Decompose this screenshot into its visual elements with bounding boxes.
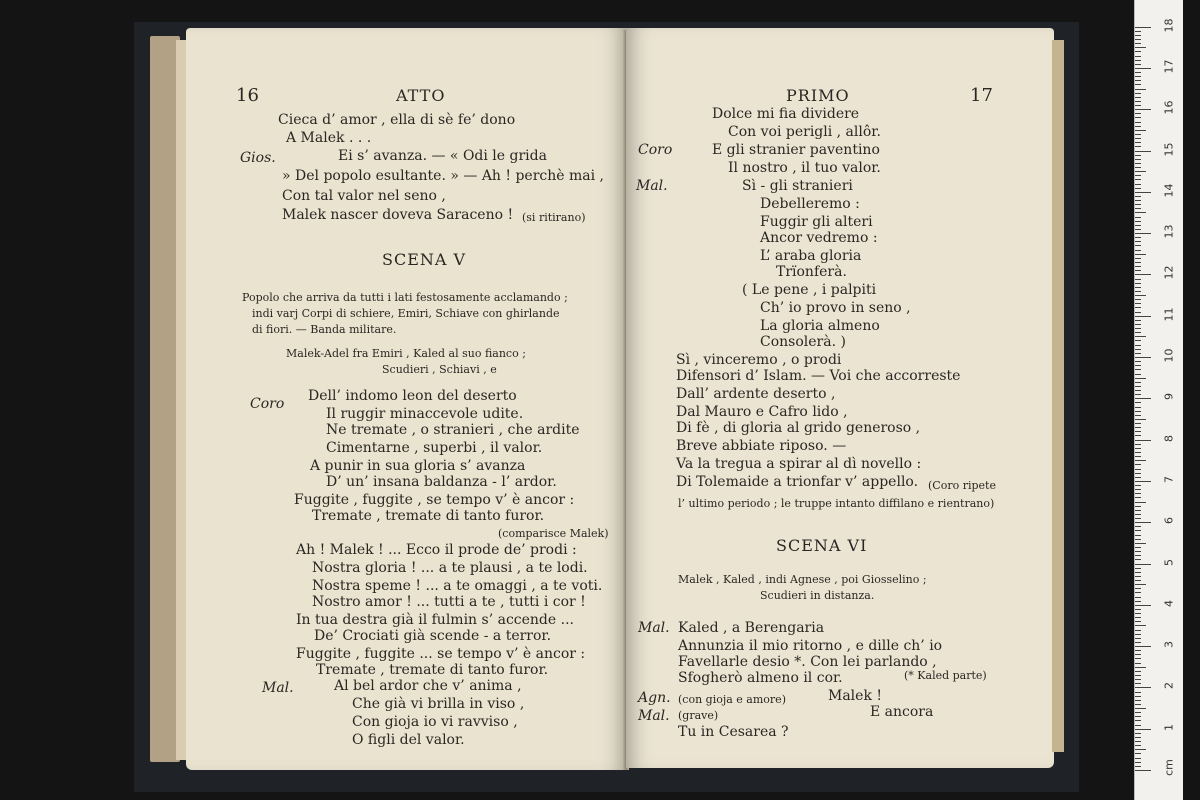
ruler-tick — [1135, 502, 1146, 503]
ruler-tick — [1135, 473, 1141, 474]
ruler-tick — [1135, 398, 1151, 399]
ruler-label: 2 — [1162, 682, 1176, 690]
ruler-tick — [1135, 93, 1141, 94]
verse-line: Con tal valor nel seno , — [282, 188, 446, 204]
ruler-tick — [1135, 390, 1141, 391]
verse-line: Ne tremate , o stranieri , che ardite — [326, 422, 580, 438]
ruler-tick — [1135, 184, 1141, 185]
verse-line: D’ un’ insana baldanza - l’ ardor. — [326, 474, 557, 490]
ruler-tick — [1135, 679, 1141, 680]
ruler-tick — [1135, 530, 1141, 531]
ruler-tick — [1135, 588, 1141, 589]
verse-line: Di fè , di gloria al grido generoso , — [676, 420, 921, 436]
verse-line: Fuggir gli alteri — [760, 214, 873, 230]
ruler-label: 13 — [1162, 224, 1176, 239]
ruler-tick — [1135, 250, 1141, 251]
ruler-label: 3 — [1162, 641, 1176, 649]
stage-direction: l’ ultimo periodo ; le truppe intanto diffilano e rientrano) — [678, 497, 995, 510]
ruler-tick — [1135, 597, 1141, 598]
ruler-tick — [1135, 650, 1141, 651]
ruler-tick — [1135, 374, 1141, 375]
ruler-tick — [1135, 328, 1141, 329]
verse-line: Kaled , a Berengaria — [678, 620, 825, 636]
ruler-tick — [1135, 175, 1141, 176]
ruler-tick — [1135, 146, 1141, 147]
ruler-tick — [1135, 295, 1146, 296]
ruler-tick — [1135, 580, 1141, 581]
ruler-tick — [1135, 411, 1141, 412]
ruler-tick — [1135, 749, 1146, 750]
ruler-tick — [1135, 80, 1141, 81]
ruler-tick — [1135, 254, 1146, 255]
ruler-label: 7 — [1162, 475, 1176, 483]
cast-list: Malek-Adel fra Emiri , Kaled al suo fianco ; — [286, 347, 526, 360]
ruler-tick — [1135, 64, 1141, 65]
ruler-tick — [1135, 221, 1141, 222]
ruler-tick — [1135, 572, 1141, 573]
ruler-tick — [1135, 700, 1141, 701]
ruler-tick — [1135, 497, 1141, 498]
ruler-tick — [1135, 122, 1141, 123]
ruler-tick — [1135, 543, 1146, 544]
verse-line: Cimentarne , superbi , il valor. — [326, 440, 543, 456]
ruler-tick — [1135, 357, 1151, 358]
verse-line: Consolerà. ) — [760, 334, 846, 350]
ruler-tick — [1135, 696, 1141, 697]
speaker: Mal. — [636, 178, 668, 194]
ruler-tick — [1135, 741, 1141, 742]
ruler-tick — [1135, 423, 1141, 424]
ruler-tick — [1135, 258, 1141, 259]
verse-line: Dall’ ardente deserto , — [676, 386, 836, 402]
verse-line: Nostra speme ! ... a te omaggi , a te voti. — [312, 578, 603, 594]
ruler-tick — [1135, 708, 1146, 709]
ruler-tick — [1135, 510, 1141, 511]
ruler-tick — [1135, 126, 1141, 127]
speaker: Agn. — [638, 690, 671, 706]
verse-line: E ancora — [870, 704, 934, 720]
ruler-tick — [1135, 452, 1141, 453]
ruler-tick — [1135, 196, 1141, 197]
verse-line: Sì - gli stranieri — [742, 178, 853, 194]
ruler-tick — [1135, 440, 1151, 441]
verse-line: Di Tolemaide a trionfar v’ appello. — [676, 474, 919, 490]
verse-line: Che già vi brilla in viso , — [352, 696, 525, 712]
stage-direction: (comparisce Malek) — [498, 527, 609, 540]
ruler-tick — [1135, 200, 1141, 201]
ruler-tick — [1135, 155, 1141, 156]
ruler-tick — [1135, 617, 1141, 618]
ruler-tick — [1135, 576, 1141, 577]
ruler-tick — [1135, 84, 1141, 85]
scene-title: SCENA V — [382, 250, 467, 269]
ruler-tick — [1135, 431, 1141, 432]
stage-direction: (Coro ripete — [928, 479, 996, 492]
ruler-tick — [1135, 316, 1151, 317]
ruler-tick — [1135, 332, 1141, 333]
ruler-tick — [1135, 564, 1151, 565]
ruler-tick — [1135, 646, 1151, 647]
ruler-tick — [1135, 171, 1146, 172]
ruler-tick — [1135, 460, 1146, 461]
ruler-tick — [1135, 535, 1141, 536]
ruler-label: 9 — [1162, 393, 1176, 401]
ruler-label: 6 — [1162, 517, 1176, 525]
ruler-tick — [1135, 188, 1141, 189]
verse-line: Favellarle desio *. Con lei parlando , — [678, 654, 937, 670]
ruler-tick — [1135, 361, 1141, 362]
ruler-label: 1 — [1162, 723, 1176, 731]
ruler-tick — [1135, 233, 1151, 234]
ruler-tick — [1135, 68, 1151, 69]
ruler-tick — [1135, 539, 1141, 540]
ruler-tick — [1135, 39, 1141, 40]
ruler-tick — [1135, 217, 1141, 218]
ruler-tick — [1135, 658, 1141, 659]
ruler-tick — [1135, 312, 1141, 313]
ruler-tick — [1135, 72, 1141, 73]
ruler-label: 4 — [1162, 599, 1176, 607]
ruler-tick — [1135, 56, 1141, 57]
verse-line: Nostra gloria ! ... a te plausi , a te lodi. — [312, 560, 588, 576]
ruler-tick — [1135, 349, 1141, 350]
scene-description: indi varj Corpi di schiere, Emiri, Schiave con ghirlande — [252, 307, 560, 320]
ruler-tick — [1135, 76, 1141, 77]
ruler-tick — [1135, 303, 1141, 304]
ruler-tick — [1135, 241, 1141, 242]
ruler-tick — [1135, 353, 1141, 354]
ruler-tick — [1135, 192, 1151, 193]
verse-line: Va la tregua a spirar al dì novello : — [676, 456, 922, 472]
verse-line: Il nostro , il tuo valor. — [728, 160, 881, 176]
ruler-tick — [1135, 262, 1141, 263]
ruler-label: 14 — [1162, 183, 1176, 198]
ruler-tick — [1135, 266, 1141, 267]
ruler-tick — [1135, 733, 1141, 734]
ruler-tick — [1135, 134, 1141, 135]
ruler-tick — [1135, 101, 1141, 102]
ruler-label: 16 — [1162, 100, 1176, 115]
ruler-label: 11 — [1162, 307, 1176, 322]
ruler-tick — [1135, 345, 1141, 346]
verse-line: Ancor vedremo : — [760, 230, 878, 246]
ruler-tick — [1135, 601, 1141, 602]
ruler-tick — [1135, 378, 1146, 379]
verse-line: A punir in sua gloria s’ avanza — [310, 458, 526, 474]
scene-description: Popolo che arriva da tutti i lati festosamente acclamando ; — [242, 291, 568, 304]
verse-line: Al bel ardor che v’ anima , — [334, 678, 522, 694]
running-header: ATTO — [396, 86, 446, 105]
verse-line: Debelleremo : — [760, 196, 860, 212]
ruler-tick — [1135, 245, 1141, 246]
ruler-tick — [1135, 35, 1141, 36]
ruler-tick — [1135, 291, 1141, 292]
verse-line: Tu in Cesarea ? — [678, 724, 789, 740]
verse-line: Breve abbiate riposo. — — [676, 438, 847, 454]
verse-line: Dell’ indomo leon del deserto — [308, 388, 517, 404]
cast-list: Malek , Kaled , indi Agnese , poi Giosselino ; — [678, 573, 927, 586]
verse-line: Difensori d’ Islam. — Voi che accorreste — [676, 368, 961, 384]
ruler-tick — [1135, 163, 1141, 164]
ruler-tick — [1135, 43, 1141, 44]
ruler-tick — [1135, 179, 1141, 180]
ruler-tick — [1135, 279, 1141, 280]
ruler-label: 5 — [1162, 558, 1176, 566]
ruler-tick — [1135, 568, 1141, 569]
ruler-tick — [1135, 526, 1141, 527]
verse-line: E gli stranier paventino — [712, 142, 880, 158]
cast-list: Scudieri in distanza. — [760, 589, 875, 602]
ruler-tick — [1135, 555, 1141, 556]
cast-list: Scudieri , Schiavi , e — [382, 363, 497, 376]
ruler-tick — [1135, 47, 1146, 48]
ruler-tick — [1135, 113, 1141, 114]
ruler-tick — [1135, 720, 1141, 721]
ruler-tick — [1135, 692, 1141, 693]
ruler-tick — [1135, 208, 1141, 209]
stage-direction: (* Kaled parte) — [904, 669, 987, 682]
ruler-tick — [1135, 489, 1141, 490]
page-number: 16 — [236, 85, 259, 106]
verse-line: Dal Mauro e Cafro lido , — [676, 404, 848, 420]
verse-line: Trïonferà. — [776, 264, 847, 280]
verse-line: La gloria almeno — [760, 318, 880, 334]
ruler-tick — [1135, 448, 1141, 449]
ruler-tick — [1135, 27, 1151, 28]
ruler-tick — [1135, 435, 1141, 436]
ruler-tick — [1135, 634, 1141, 635]
stage-direction: (grave) — [678, 709, 719, 722]
speaker: Mal. — [262, 680, 294, 696]
ruler-tick — [1135, 485, 1141, 486]
verse-line: Ei s’ avanza. — « Odi le grida — [338, 148, 547, 164]
speaker: Gios. — [240, 150, 276, 166]
ruler-tick — [1135, 307, 1141, 308]
verse-line: ( Le pene , i palpiti — [742, 282, 877, 298]
ruler-label: 12 — [1162, 265, 1176, 280]
speaker: Coro — [638, 142, 673, 158]
verse-line: Fuggite , fuggite , se tempo v’ è ancor : — [294, 492, 575, 508]
ruler-tick — [1135, 89, 1146, 90]
book-edge-right — [1052, 40, 1064, 752]
measurement-ruler — [1134, 0, 1183, 800]
ruler-tick — [1135, 584, 1146, 585]
verse-line: O figli del valor. — [352, 732, 465, 748]
ruler-tick — [1135, 336, 1146, 337]
speaker: Coro — [250, 396, 285, 412]
scene-description: di fiori. — Banda militare. — [252, 323, 397, 336]
ruler-tick — [1135, 51, 1141, 52]
ruler-tick — [1135, 758, 1141, 759]
scene-title: SCENA VI — [776, 536, 868, 555]
ruler-tick — [1135, 229, 1141, 230]
ruler-tick — [1135, 654, 1141, 655]
ruler-tick — [1135, 204, 1141, 205]
ruler-label: 17 — [1162, 59, 1176, 74]
right-page — [626, 28, 1054, 768]
ruler-tick — [1135, 369, 1141, 370]
stage-direction: (si ritirano) — [522, 211, 586, 224]
verse-line: Ch’ io provo in seno , — [760, 300, 911, 316]
running-header: PRIMO — [786, 86, 850, 105]
ruler-tick — [1135, 97, 1141, 98]
ruler-tick — [1135, 481, 1151, 482]
ruler-tick — [1135, 394, 1141, 395]
ruler-tick — [1135, 365, 1141, 366]
ruler-tick — [1135, 667, 1146, 668]
ruler-tick — [1135, 109, 1151, 110]
ruler-tick — [1135, 105, 1141, 106]
ruler-tick — [1135, 625, 1146, 626]
ruler-tick — [1135, 621, 1141, 622]
ruler-tick — [1135, 687, 1151, 688]
ruler-tick — [1135, 712, 1141, 713]
ruler-tick — [1135, 151, 1151, 152]
verse-line: Con voi perigli , allôr. — [728, 124, 881, 140]
ruler-tick — [1135, 283, 1141, 284]
ruler-tick — [1135, 605, 1151, 606]
ruler-tick — [1135, 225, 1141, 226]
ruler-tick — [1135, 159, 1141, 160]
ruler-tick — [1135, 60, 1141, 61]
ruler-tick — [1135, 324, 1141, 325]
verse-line: Nostro amor ! ... tutti a te , tutti i cor ! — [312, 594, 586, 610]
ruler-tick — [1135, 167, 1141, 168]
verse-line: Malek nascer doveva Saraceno ! — [282, 207, 514, 223]
ruler-tick — [1135, 477, 1141, 478]
ruler-tick — [1135, 386, 1141, 387]
ruler-tick — [1135, 704, 1141, 705]
ruler-tick — [1135, 766, 1141, 767]
ruler-tick — [1135, 663, 1141, 664]
verse-line: Tremate , tremate di tanto furor. — [316, 662, 549, 678]
ruler-tick — [1135, 592, 1141, 593]
speaker: Mal. — [638, 620, 670, 636]
ruler-tick — [1135, 299, 1141, 300]
ruler-tick — [1135, 506, 1141, 507]
ruler-tick — [1135, 547, 1141, 548]
ruler-label: 18 — [1162, 18, 1176, 33]
ruler-tick — [1135, 382, 1141, 383]
ruler-tick — [1135, 427, 1141, 428]
verse-line: Con gioja io vi ravviso , — [352, 714, 518, 730]
stage-direction: (con gioja e amore) — [678, 693, 786, 706]
ruler-label: 8 — [1162, 434, 1176, 442]
ruler-tick — [1135, 456, 1141, 457]
left-page — [186, 28, 626, 770]
verse-line: L’ araba gloria — [760, 248, 862, 264]
ruler-tick — [1135, 31, 1141, 32]
ruler-tick — [1135, 683, 1141, 684]
ruler-tick — [1135, 613, 1141, 614]
ruler-tick — [1135, 518, 1141, 519]
verse-line: Sfogherò almeno il cor. — [678, 670, 843, 686]
ruler-tick — [1135, 745, 1141, 746]
ruler-tick — [1135, 237, 1141, 238]
verse-line: Tremate , tremate di tanto furor. — [312, 508, 545, 524]
ruler-tick — [1135, 402, 1141, 403]
ruler-tick — [1135, 270, 1141, 271]
ruler-tick — [1135, 407, 1141, 408]
ruler-tick — [1135, 770, 1151, 771]
ruler-tick — [1135, 642, 1141, 643]
ruler-tick — [1135, 287, 1141, 288]
ruler-tick — [1135, 671, 1141, 672]
ruler-tick — [1135, 753, 1141, 754]
verse-line: In tua destra già il fulmin s’ accende ... — [296, 612, 574, 628]
ruler-tick — [1135, 320, 1141, 321]
verse-line: Fuggite , fuggite ... se tempo v’ è ancor : — [296, 646, 586, 662]
verse-line: Malek ! — [828, 688, 883, 704]
ruler-tick — [1135, 444, 1141, 445]
ruler-tick — [1135, 493, 1141, 494]
ruler-tick — [1135, 725, 1141, 726]
ruler-tick — [1135, 522, 1151, 523]
ruler-tick — [1135, 737, 1141, 738]
ruler-label: 15 — [1162, 142, 1176, 156]
verse-line: » Del popolo esultante. » — Ah ! perchè mai , — [282, 168, 605, 184]
ruler-label: 10 — [1162, 348, 1176, 363]
verse-line: Sì , vinceremo , o prodi — [676, 352, 842, 368]
ruler-tick — [1135, 469, 1141, 470]
ruler-tick — [1135, 559, 1141, 560]
verse-line: Dolce mi fia dividere — [712, 106, 860, 122]
ruler-tick — [1135, 551, 1141, 552]
ruler-tick — [1135, 274, 1151, 275]
verse-line: De’ Crociati già scende - a terror. — [314, 628, 552, 644]
speaker: Mal. — [638, 708, 670, 724]
ruler-tick — [1135, 638, 1141, 639]
verse-line: Annunzia il mio ritorno , e dille ch’ io — [678, 638, 943, 654]
ruler-tick — [1135, 762, 1141, 763]
ruler-tick — [1135, 138, 1141, 139]
verse-line: Ah ! Malek ! ... Ecco il prode de’ prodi : — [296, 542, 577, 558]
page-number: 17 — [970, 85, 993, 106]
ruler-tick — [1135, 415, 1141, 416]
ruler-tick — [1135, 675, 1141, 676]
verse-line: Cieca d’ amor , ella di sè fe’ dono — [278, 112, 516, 128]
ruler-tick — [1135, 212, 1146, 213]
ruler-tick — [1135, 630, 1141, 631]
ruler-tick — [1135, 117, 1141, 118]
ruler-tick — [1135, 716, 1141, 717]
verse-line: Il ruggir minaccevole udite. — [326, 406, 524, 422]
verse-line: A Malek . . . — [286, 130, 372, 146]
ruler-tick — [1135, 729, 1151, 730]
ruler-tick — [1135, 340, 1141, 341]
ruler-tick — [1135, 464, 1141, 465]
ruler-tick — [1135, 130, 1146, 131]
ruler-tick — [1135, 609, 1141, 610]
ruler-unit: cm — [1162, 759, 1176, 776]
ruler-tick — [1135, 142, 1141, 143]
ruler-tick — [1135, 514, 1141, 515]
ruler-tick — [1135, 419, 1146, 420]
